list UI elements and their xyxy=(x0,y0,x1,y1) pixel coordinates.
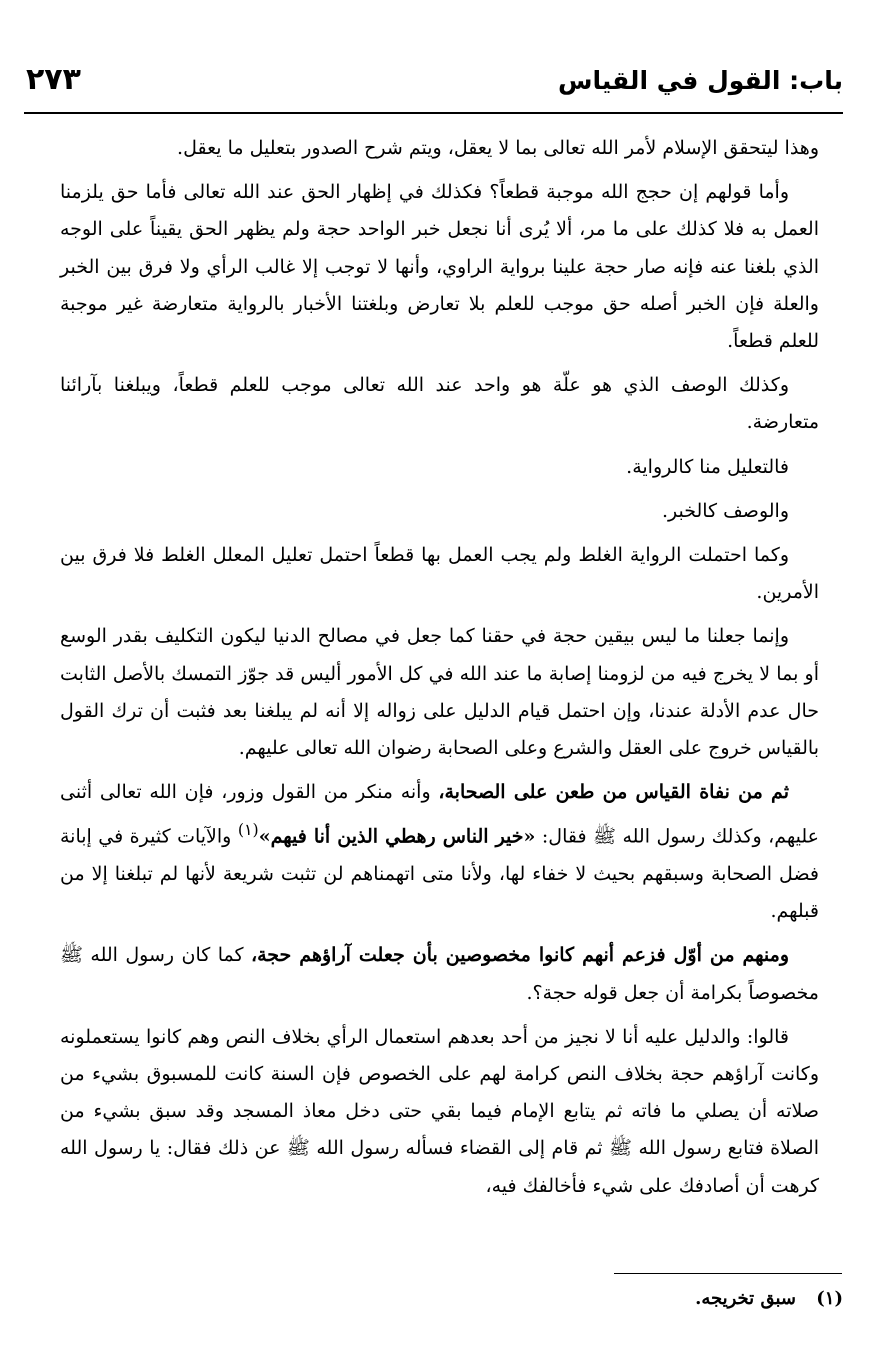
paragraph: قالوا: والدليل عليه أنا لا نجيز من أحد بعدهم استعمال الرأي بخلاف النص وهم كانوا يستعملونه وكانت آراؤهم حجة بخلاف النص كرامة لهم على الخصوص فإن السنة كانت للمسبوق بشيء من صلاته أن يصلي ما فاته ثم يتابع الإمام فيما بقي حتى دخل معاذ المسجد وقد سبق بشيء من الصلاة فتابع رسول الله ﷺ ثم قام إلى القضاء فسأله رسول الله ﷺ عن ذلك فقال: يا رسول الله كرهت أن أصادفك على شيء فأخالفك فيه، xyxy=(60,1025,819,1197)
page-number: ٢٧٣ xyxy=(26,62,81,97)
bold-lead: ثم من نفاة القياس من طعن على الصحابة، xyxy=(438,781,789,804)
hadith-quote: «خير الناس رهطي الذين أنا فيهم» xyxy=(258,825,536,848)
footnote-number: (١) xyxy=(816,1288,843,1309)
paragraph-text: وأنه منكر من القول وزور، فإن الله تعالى أثنى عليهم، وكذلك رسول الله ﷺ فقال: xyxy=(60,781,819,848)
paragraph: وكما احتملت الرواية الغلط ولم يجب العمل بها قطعاً احتمل تعليل المعلل الغلط فلا فرق بين الأمرين. xyxy=(60,544,819,604)
paragraph-text: كما كان رسول الله ﷺ مخصوصاً بكرامة أن جعل قوله حجة؟. xyxy=(60,944,819,1004)
paragraph: وهذا ليتحقق الإسلام لأمر الله تعالى بما لا يعقل، ويتم شرح الصدور بتعليل ما يعقل. xyxy=(177,137,819,159)
paragraph-text: والآيات كثيرة في إبانة فضل الصحابة وسبقهم بحيث لا خفاء لها، ولأنا متى اتهمناهم لن تثبت شريعة لأنها لم تبلغنا إلا من قبلهم. xyxy=(60,825,819,923)
body-text xyxy=(60,130,819,1212)
paragraph: وأما قولهم إن حجج الله موجبة قطعاً؟ فكذلك في إظهار الحق عند الله تعالى فأما حق يلزمنا العمل به فلا كذلك على ما مر، ألا يُرى أنا نجعل خبر الواحد حجة ولم يظهر الحق يقيناً على الوجه الذي بلغنا عنه فإنه صار حجة علينا برواية الراوي، وأنها لا توجب إلا غالب الرأي ولا فرق بين الخبر والعلة فإن الخبر أصله حق موجب للعلم بلا تعارض وبلغتنا الأخبار بالرواية متعارضة غير موجبة للعلم قطعاً. xyxy=(60,181,819,353)
footnote-marker: (١) xyxy=(237,820,259,840)
paragraph xyxy=(60,774,819,930)
paragraph xyxy=(60,937,819,1011)
footnote-text: سبق تخريجه. xyxy=(695,1288,796,1309)
paragraph: وكذلك الوصف الذي هو علّة هو واحد عند الله تعالى موجب للعلم قطعاً، ويبلغنا بآرائنا متعارضة. xyxy=(60,374,819,434)
header-rule xyxy=(24,112,843,114)
paragraph: فالتعليل منا كالرواية. xyxy=(626,455,789,478)
footnote xyxy=(243,1288,843,1309)
chapter-title: باب: القول في القياس xyxy=(557,66,843,95)
footnote-rule xyxy=(614,1273,842,1274)
bold-lead: ومنهم من أوّل فزعم أنهم كانوا مخصوصين بأن جعلت آراؤهم حجة، xyxy=(250,944,789,967)
paragraph: وإنما جعلنا ما ليس بيقين حجة في حقنا كما جعل في مصالح الدنيا ليكون التكليف بقدر الوسع أو بما لا يخرج فيه من لزومنا إصابة ما عند الله في كل الأمور أليس قد جوّز التمسك بالأصل الثابت حال عدم الأدلة عندنا، وإن احتمل قيام الدليل على زواله إلا أنه لم يبلغنا بعد فثبت أن ترك القول بالقياس خروج على العقل والشرع وعلى الصحابة رضوان الله تعالى عليهم. xyxy=(60,625,819,760)
running-head xyxy=(24,58,843,106)
paragraph: والوصف كالخبر. xyxy=(661,499,789,522)
